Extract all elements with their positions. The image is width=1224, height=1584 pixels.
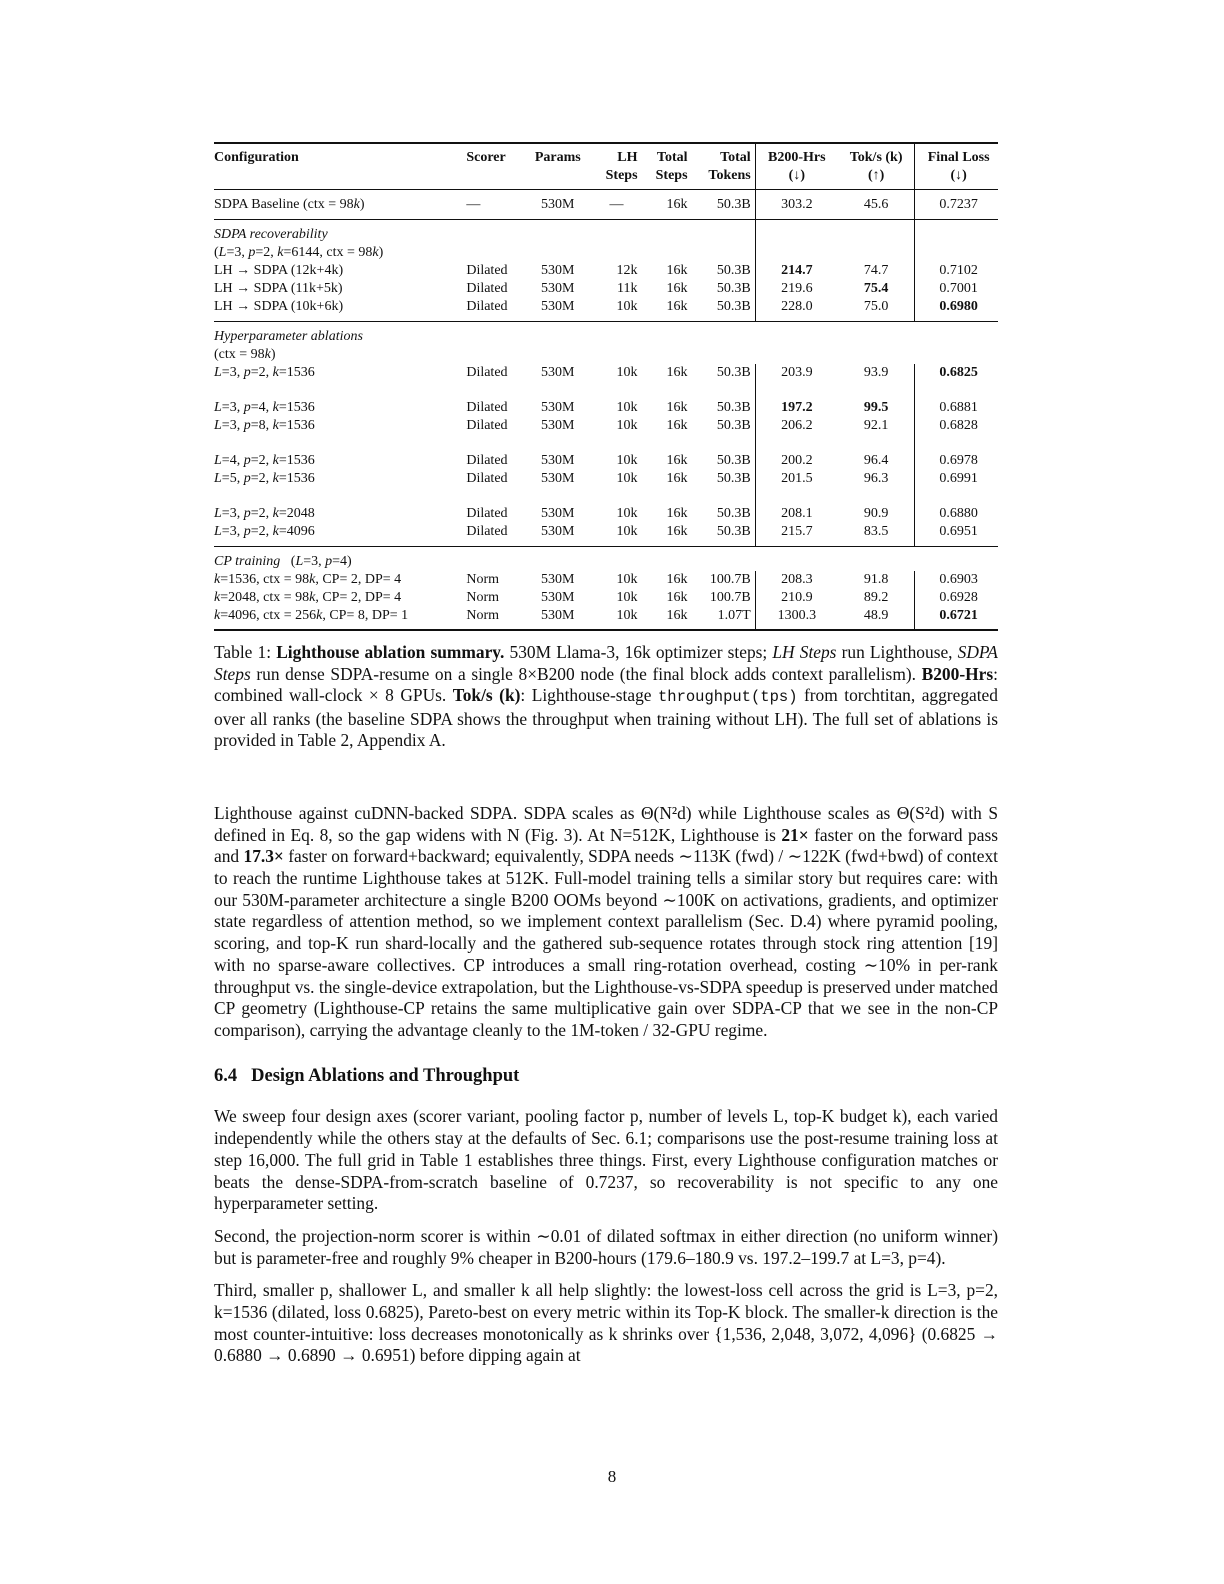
cell-b200: 228.0 bbox=[755, 298, 838, 322]
section-heading-row bbox=[214, 547, 998, 572]
section-title: Hyperparameter ablations bbox=[214, 329, 363, 344]
cell-config: L=3, p=2, k=2048 bbox=[214, 506, 315, 521]
cell-total-tokens: 50.3B bbox=[692, 298, 756, 322]
cell-params: 530M bbox=[541, 263, 575, 278]
cell-toks: 45.6 bbox=[838, 190, 915, 220]
section-subtitle-row bbox=[214, 346, 998, 364]
ablation-table bbox=[214, 142, 998, 631]
cell-lh-steps: 10k bbox=[592, 607, 642, 630]
cell-lh-steps: 10k bbox=[616, 400, 638, 415]
cell-total-steps: 16k bbox=[666, 281, 688, 296]
cell-scorer: Dilated bbox=[466, 418, 508, 433]
caption-code: throughput(tps) bbox=[657, 688, 798, 707]
caption-text-6: from torchtitan, aggregated over all ranks (the baseline SDPA shows the throughput when training without LH). The full set of ablations is provided in Table 2, Appendix A. bbox=[214, 685, 998, 751]
table-caption bbox=[214, 642, 998, 752]
table-row bbox=[214, 607, 998, 630]
cell-b200: 219.6 bbox=[781, 281, 813, 296]
cell-lh-steps: 10k bbox=[616, 365, 638, 380]
table-row bbox=[214, 571, 998, 589]
section-title: SDPA recoverability bbox=[214, 227, 328, 242]
cell-scorer: Dilated bbox=[466, 263, 508, 278]
cell-toks: 96.4 bbox=[838, 452, 915, 470]
row-spacer bbox=[214, 488, 998, 505]
cell-b200: 208.3 bbox=[781, 572, 813, 587]
table-row bbox=[214, 280, 998, 298]
cell-loss: 0.7237 bbox=[915, 190, 998, 220]
cell-total-steps: 16k bbox=[666, 400, 688, 415]
cell-config: SDPA Baseline (ctx = 98k) bbox=[214, 190, 462, 220]
cell-total-steps: 16k bbox=[666, 365, 688, 380]
caption-b200: B200-Hrs bbox=[921, 663, 994, 684]
cell-total-tokens: 50.3B bbox=[692, 505, 756, 523]
cell-params: 530M bbox=[524, 523, 592, 547]
cell-b200: 208.1 bbox=[781, 506, 813, 521]
cell-total-steps: 16k bbox=[666, 506, 688, 521]
caption-text-2: run Lighthouse, bbox=[841, 642, 953, 662]
cell-total-steps: 16k bbox=[666, 263, 688, 278]
section-heading-row bbox=[214, 322, 998, 347]
cell-toks: 93.9 bbox=[838, 364, 915, 382]
caption-label: Table 1: bbox=[214, 642, 272, 662]
cell-total-steps: 16k bbox=[666, 590, 688, 605]
cell-toks: 99.5 bbox=[838, 399, 915, 417]
section-subtitle-row bbox=[214, 244, 998, 262]
cell-scorer: Dilated bbox=[466, 471, 508, 486]
cell-scorer: Dilated bbox=[462, 298, 524, 322]
col-final-loss: Final Loss (↓) bbox=[915, 143, 998, 190]
body-text bbox=[214, 803, 998, 1367]
section-subtitle: (L=3, p=2, k=6144, ctx = 98k) bbox=[214, 245, 384, 260]
table-row bbox=[214, 364, 998, 382]
cell-total-tokens: 50.3B bbox=[692, 190, 756, 220]
cell-config: k=2048, ctx = 98k, CP= 2, DP= 4 bbox=[214, 590, 402, 605]
cell-loss: 0.6928 bbox=[939, 590, 978, 605]
cell-b200: 303.2 bbox=[755, 190, 838, 220]
cell-b200: 197.2 bbox=[781, 400, 813, 415]
cell-total-tokens: 1.07T bbox=[692, 607, 756, 630]
cell-total-tokens: 50.3B bbox=[692, 417, 756, 435]
cell-loss: 0.6980 bbox=[915, 298, 998, 322]
cell-total-steps: 16k bbox=[642, 298, 692, 322]
cell-params: 530M bbox=[541, 572, 575, 587]
cell-loss: 0.6825 bbox=[939, 365, 978, 380]
cell-config: L=3, p=2, k=1536 bbox=[214, 365, 315, 380]
cell-scorer: Norm bbox=[462, 607, 524, 630]
cell-total-tokens: 50.3B bbox=[692, 262, 756, 280]
cell-scorer: Dilated bbox=[462, 523, 524, 547]
cell-loss: 0.6951 bbox=[915, 523, 998, 547]
cell-params: 530M bbox=[541, 400, 575, 415]
table-row bbox=[214, 589, 998, 607]
cell-config: LH → SDPA (11k+5k) bbox=[214, 281, 343, 296]
col-config: Configuration bbox=[214, 143, 462, 190]
cell-total-tokens: 50.3B bbox=[692, 399, 756, 417]
table-row bbox=[214, 452, 998, 470]
paragraph: Lighthouse against cuDNN-backed SDPA. SDPA scales as Θ(N²d) while Lighthouse scales as Θ(S²d) with S defined in Eq. 8, so the gap widens with N (Fig. 3). At N=512K, Lighthouse is 21× faster on the forward pass and 17.3× faster on forward+backward; equivalently, SDPA needs ∼113K (fwd) / ∼122K (fwd+bwd) of context to reach the runtime Lighthouse takes at 512K. Full-model training tells a similar story but requires care: with our 530M-parameter architecture a single B200 OOMs beyond ∼100K on activations, gradients, and optimizer state regardless of attention method, so we implement context parallelism (Sec. D.4) where pyramid pooling, scoring, and top-K run shard-locally and the gathered sub-sequence rotates through stock ring attention [19] with no sparse-aware collectives. CP introduces a small ring-rotation overhead, costing ∼10% in per-rank throughput vs. the single-device extrapolation, but the Lighthouse-vs-SDPA speedup is preserved under matched CP geometry (Lighthouse-CP retains the same multiplicative gain over SDPA-CP that we see in the non-CP comparison), carrying the advantage cleanly to the 1M-token / 32-GPU regime. bbox=[214, 802, 998, 1040]
cell-lh-steps: 12k bbox=[616, 263, 638, 278]
cell-toks: 75.4 bbox=[838, 280, 915, 298]
cell-total-steps: 16k bbox=[642, 607, 692, 630]
cell-scorer: Dilated bbox=[466, 400, 508, 415]
cell-params: 530M bbox=[524, 607, 592, 630]
cell-lh-steps: — bbox=[592, 190, 642, 220]
col-params: Params bbox=[524, 143, 592, 190]
cell-scorer: Norm bbox=[466, 572, 499, 587]
cell-lh-steps: 10k bbox=[616, 471, 638, 486]
cell-b200: 203.9 bbox=[781, 365, 813, 380]
cell-toks: 74.7 bbox=[838, 262, 915, 280]
section-number: 6.4 bbox=[214, 1065, 238, 1086]
cell-total-tokens: 50.3B bbox=[692, 280, 756, 298]
cell-lh-steps: 10k bbox=[616, 590, 638, 605]
cell-params: 530M bbox=[541, 453, 575, 468]
cell-toks: 83.5 bbox=[838, 523, 915, 547]
cell-b200: 215.7 bbox=[755, 523, 838, 547]
table-row bbox=[214, 470, 998, 488]
cell-total-steps: 16k bbox=[666, 453, 688, 468]
cell-total-steps: 16k bbox=[642, 190, 692, 220]
cell-params: 530M bbox=[541, 590, 575, 605]
cell-b200: 1300.3 bbox=[755, 607, 838, 630]
table-row-baseline bbox=[214, 190, 998, 220]
cell-params: 530M bbox=[524, 298, 592, 322]
cell-scorer: Dilated bbox=[466, 506, 508, 521]
cell-config: L=3, p=8, k=1536 bbox=[214, 418, 315, 433]
table-row bbox=[214, 505, 998, 523]
cell-total-tokens: 50.3B bbox=[692, 523, 756, 547]
cell-lh-steps: 10k bbox=[592, 523, 642, 547]
table-row bbox=[214, 523, 998, 547]
cell-total-tokens: 50.3B bbox=[692, 452, 756, 470]
cell-config: L=5, p=2, k=1536 bbox=[214, 471, 315, 486]
col-toks: Tok/s (k) (↑) bbox=[838, 143, 915, 190]
cell-scorer: Norm bbox=[466, 590, 499, 605]
cell-config: k=1536, ctx = 98k, CP= 2, DP= 4 bbox=[214, 572, 402, 587]
table-row bbox=[214, 417, 998, 435]
col-scorer: Scorer bbox=[462, 143, 524, 190]
cell-lh-steps: 10k bbox=[616, 453, 638, 468]
cell-scorer: Dilated bbox=[466, 281, 508, 296]
cell-scorer: Dilated bbox=[466, 365, 508, 380]
paragraph: Second, the projection-norm scorer is within ∼0.01 of dilated softmax in either direction (no uniform winner) but is parameter-free and roughly 9% cheaper in B200-hours (179.6–180.9 vs. 197.2–199.7 at L=3, p=4). bbox=[214, 1225, 998, 1268]
cell-params: 530M bbox=[524, 190, 592, 220]
paragraph: We sweep four design axes (scorer variant, pooling factor p, number of levels L, top-K budget k), each varied independently while the others stay at the defaults of Sec. 6.1; comparisons use the post-resume training loss at step 16,000. The full grid in Table 1 establishes three things. First, every Lighthouse configuration matches or beats the dense-SDPA-from-scratch baseline of 0.7237, so recoverability is not specific to any one hyperparameter setting. bbox=[214, 1106, 998, 1214]
cell-lh-steps: 10k bbox=[616, 418, 638, 433]
caption-text-1: 530M Llama-3, 16k optimizer steps; bbox=[509, 642, 768, 662]
cell-toks: 90.9 bbox=[838, 505, 915, 523]
cell-b200: 214.7 bbox=[781, 263, 813, 278]
cell-lh-steps: 10k bbox=[592, 298, 642, 322]
cell-config: LH → SDPA (10k+6k) bbox=[214, 298, 462, 322]
cell-lh-steps: 10k bbox=[616, 572, 638, 587]
cell-config: L=4, p=2, k=1536 bbox=[214, 453, 315, 468]
cell-config: L=3, p=4, k=1536 bbox=[214, 400, 315, 415]
cell-toks: 91.8 bbox=[838, 571, 915, 589]
caption-text-5: : Lighthouse-stage bbox=[520, 685, 652, 706]
cell-scorer: — bbox=[462, 190, 524, 220]
caption-title: Lighthouse ablation summary. bbox=[276, 642, 505, 662]
cell-toks: 89.2 bbox=[838, 589, 915, 607]
section-subtitle: (ctx = 98k) bbox=[214, 347, 276, 362]
cell-toks: 75.0 bbox=[838, 298, 915, 322]
cell-config: L=3, p=2, k=4096 bbox=[214, 523, 462, 547]
cell-loss: 0.6721 bbox=[915, 607, 998, 630]
table-row bbox=[214, 262, 998, 280]
cell-b200: 201.5 bbox=[781, 471, 813, 486]
section-heading bbox=[214, 1066, 998, 1088]
caption-text-4: : combined wall-clock × 8 GPUs. bbox=[214, 663, 998, 706]
page-number: 8 bbox=[607, 1467, 617, 1486]
cell-loss: 0.6881 bbox=[939, 400, 978, 415]
col-lh-steps: LH Steps bbox=[592, 143, 642, 190]
section-title: Design Ablations and Throughput bbox=[251, 1065, 520, 1086]
cell-total-tokens: 100.7B bbox=[692, 571, 756, 589]
caption-toks: Tok/s (k) bbox=[452, 685, 521, 706]
cell-toks: 48.9 bbox=[838, 607, 915, 630]
cell-config: LH → SDPA (12k+4k) bbox=[214, 263, 344, 278]
caption-lh-steps: LH Steps bbox=[772, 642, 837, 662]
cell-loss: 0.7102 bbox=[939, 263, 978, 278]
cell-total-tokens: 50.3B bbox=[692, 364, 756, 382]
cell-params: 530M bbox=[541, 365, 575, 380]
cell-loss: 0.6991 bbox=[939, 471, 978, 486]
paragraph: Third, smaller p, shallower L, and smaller k all help slightly: the lowest-loss cell across the grid is L=3, p=2, k=1536 (dilated, loss 0.6825), Pareto-best on every metric within its Top-K block. The smaller-k direction is the most counter-intuitive: loss decreases monotonically as k shrinks over {1,536, 2,048, 3,072, 4,096} (0.6825 → 0.6880 → 0.6890 → 0.6951) before dipping again at bbox=[214, 1280, 998, 1366]
section-heading-row bbox=[214, 220, 998, 245]
cell-params: 530M bbox=[541, 471, 575, 486]
cell-config: k=4096, ctx = 256k, CP= 8, DP= 1 bbox=[214, 607, 462, 630]
col-b200-hrs: B200-Hrs (↓) bbox=[755, 143, 838, 190]
row-spacer bbox=[214, 435, 998, 452]
caption-sdpa-steps: SDPA Steps bbox=[214, 642, 998, 684]
cell-lh-steps: 11k bbox=[617, 281, 638, 296]
cell-total-tokens: 50.3B bbox=[692, 470, 756, 488]
table-row bbox=[214, 298, 998, 322]
cell-total-steps: 16k bbox=[642, 523, 692, 547]
cell-loss: 0.6828 bbox=[939, 418, 978, 433]
cell-params: 530M bbox=[541, 506, 575, 521]
cell-loss: 0.7001 bbox=[939, 281, 978, 296]
cell-total-steps: 16k bbox=[666, 471, 688, 486]
section-title: CP training (L=3, p=4) bbox=[214, 554, 352, 569]
cell-toks: 92.1 bbox=[838, 417, 915, 435]
cell-toks: 96.3 bbox=[838, 470, 915, 488]
cell-total-steps: 16k bbox=[666, 572, 688, 587]
cell-loss: 0.6903 bbox=[939, 572, 978, 587]
table-header-row bbox=[214, 143, 998, 190]
table-row bbox=[214, 399, 998, 417]
caption-text-3: run dense SDPA-resume on a single 8×B200 node (the final block adds context parallelism). bbox=[256, 663, 916, 684]
col-total-tokens: Total Tokens bbox=[692, 143, 756, 190]
cell-params: 530M bbox=[541, 418, 575, 433]
cell-lh-steps: 10k bbox=[616, 506, 638, 521]
cell-total-steps: 16k bbox=[666, 418, 688, 433]
cell-b200: 200.2 bbox=[781, 453, 813, 468]
cell-b200: 210.9 bbox=[781, 590, 813, 605]
row-spacer bbox=[214, 382, 998, 399]
paper-page bbox=[214, 142, 998, 1378]
cell-scorer: Dilated bbox=[466, 453, 508, 468]
cell-loss: 0.6880 bbox=[939, 506, 978, 521]
col-total-steps: Total Steps bbox=[642, 143, 692, 190]
cell-params: 530M bbox=[541, 281, 575, 296]
cell-b200: 206.2 bbox=[781, 418, 813, 433]
cell-total-tokens: 100.7B bbox=[692, 589, 756, 607]
cell-loss: 0.6978 bbox=[939, 453, 978, 468]
